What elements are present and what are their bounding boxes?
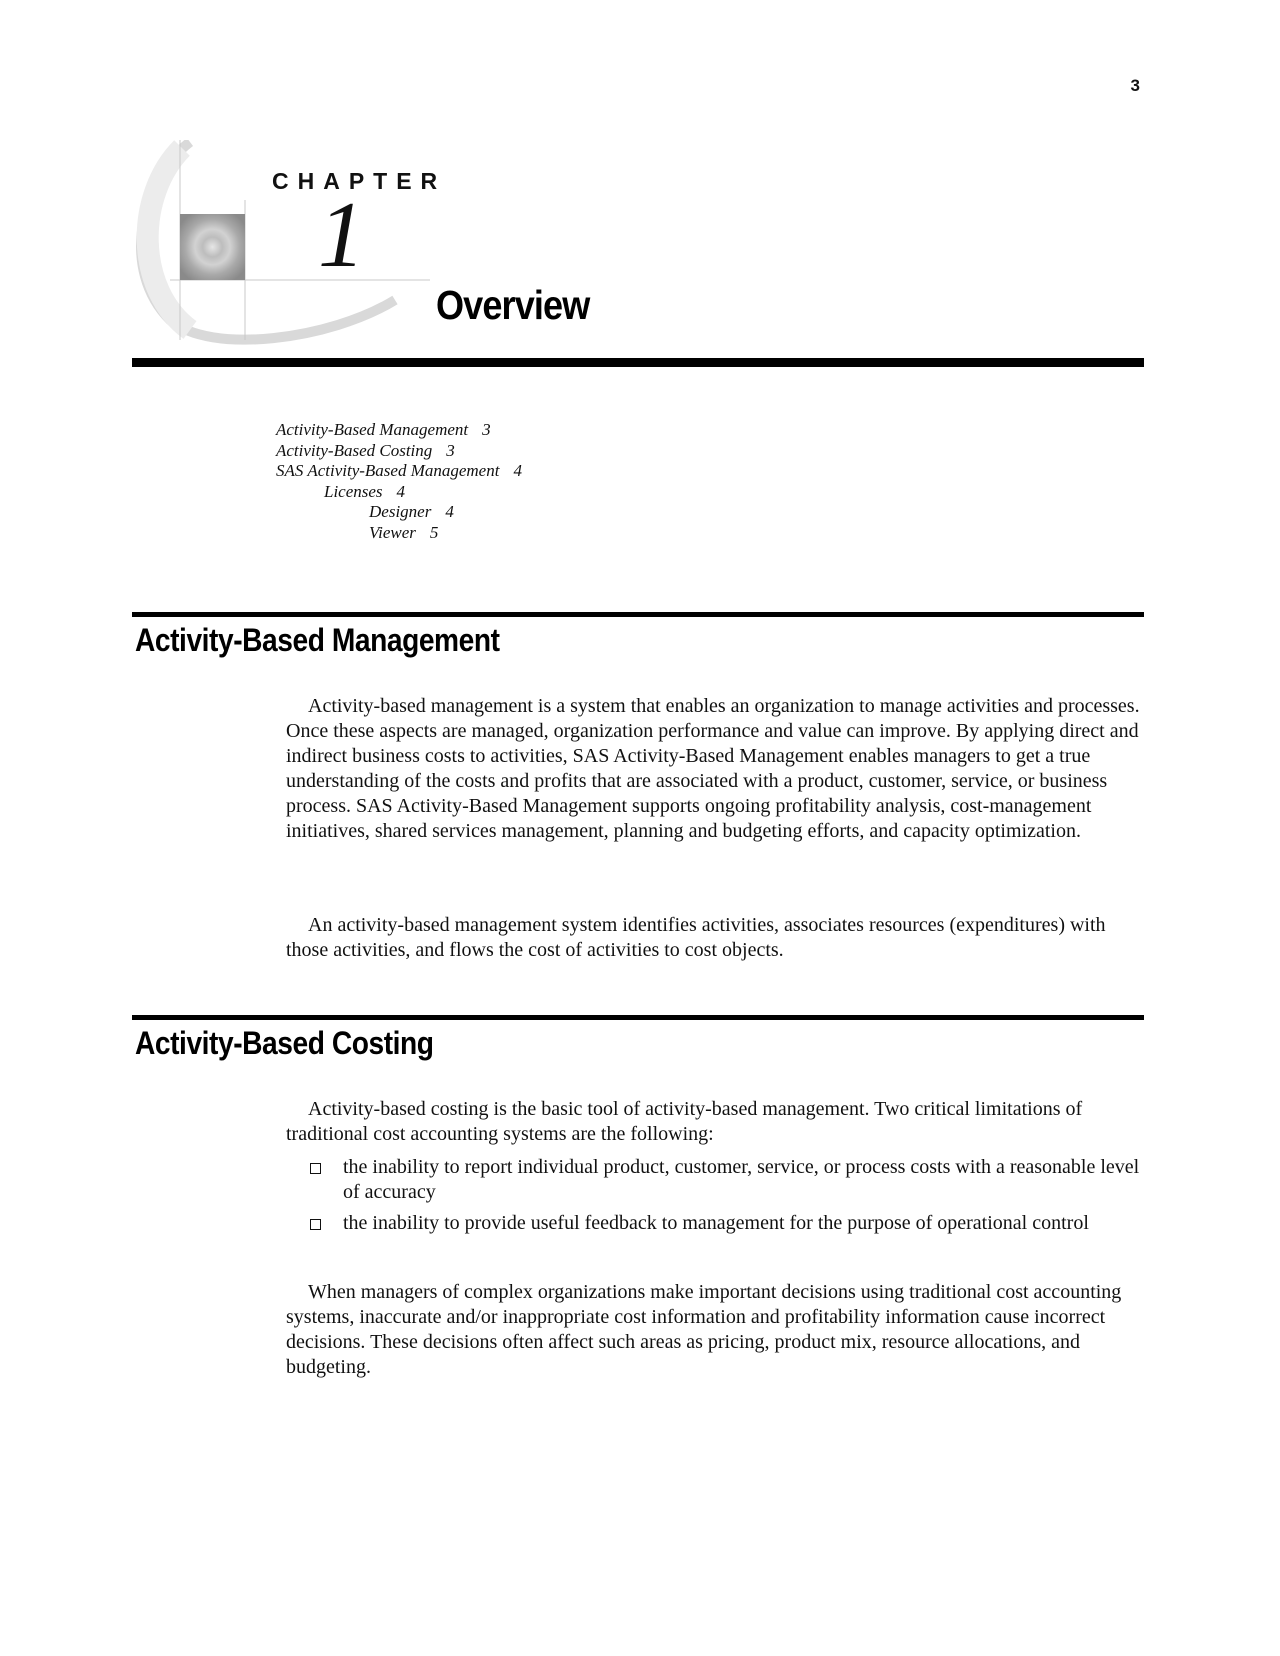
section-rule — [132, 1015, 1144, 1020]
toc-entry[interactable] — [276, 482, 522, 503]
toc-entry[interactable] — [276, 441, 522, 462]
checkbox-bullet-icon — [310, 1219, 321, 1230]
abm-paragraph-1: Activity-based management is a system that enables an organization to manage activities and processes. Once these aspects are managed, organization performance and value can improve. By applying direct and indirect business costs to activities, SAS Activity-Based Management enables managers to get a true understanding of the costs and profits that are associated with a product, customer, service, or business process. SAS Activity-Based Management supports ongoing profitability analysis, cost-management initiatives, shared services management, planning and budgeting efforts, and capacity optimization. — [286, 695, 1140, 842]
list-item-text: the inability to provide useful feedback to management for the purpose of operational control — [343, 1212, 1089, 1234]
toc-entry-page: 4 — [513, 461, 522, 481]
toc-entry-title: Activity-Based Management — [276, 420, 469, 439]
chapter-label: CHAPTER — [272, 168, 447, 194]
toc-entry[interactable] — [276, 420, 522, 441]
list-item-text: the inability to report individual product, customer, service, or process costs with a reasonable level of accuracy — [343, 1156, 1140, 1203]
toc-entry-page: 5 — [429, 522, 439, 542]
toc-entry-title: Viewer — [369, 522, 416, 542]
chapter-title: Overview — [436, 282, 590, 328]
toc-entry-page: 4 — [396, 481, 406, 501]
list-item — [286, 1211, 1146, 1236]
toc-entry-title: Designer — [369, 502, 432, 522]
toc-entry-page: 3 — [482, 420, 491, 439]
toc-entry-page: 4 — [445, 502, 454, 522]
section-rule — [132, 612, 1144, 617]
toc-entry-title: Activity-Based Costing — [276, 440, 433, 460]
page-number: 3 — [1130, 76, 1140, 95]
toc-entry-title: Licenses — [324, 481, 383, 501]
section-heading-abm: Activity-Based Management — [135, 622, 500, 658]
toc-entry[interactable] — [276, 461, 522, 482]
toc-entry-title: SAS Activity-Based Management — [276, 461, 500, 481]
toc-entry[interactable] — [276, 502, 522, 523]
list-item — [286, 1155, 1146, 1205]
abc-intro-paragraph: Activity-based costing is the basic tool of activity-based management. Two critical limitations of traditional cost accounting systems are the following: — [286, 1098, 1083, 1145]
abc-limitations-list — [286, 1155, 1146, 1242]
chapter-rule — [132, 358, 1144, 367]
checkbox-bullet-icon — [310, 1163, 321, 1174]
abc-closing-paragraph: When managers of complex organizations make important decisions using traditional cost accounting systems, inaccurate and/or inappropriate cost information and profitability information cause incorrect decisions. These decisions often affect such areas as pricing, product mix, resource allocations, and budgeting. — [286, 1281, 1122, 1378]
toc-entry[interactable] — [276, 523, 522, 544]
toc-entry-page: 3 — [446, 440, 455, 460]
abm-paragraph-2: An activity-based management system identifies activities, associates resources (expenditures) with those activities, and flows the cost of activities to cost objects. — [286, 914, 1106, 961]
chapter-number: 1 — [318, 183, 365, 287]
section-heading-abc: Activity-Based Costing — [135, 1025, 434, 1061]
chapter-toc — [276, 420, 522, 544]
